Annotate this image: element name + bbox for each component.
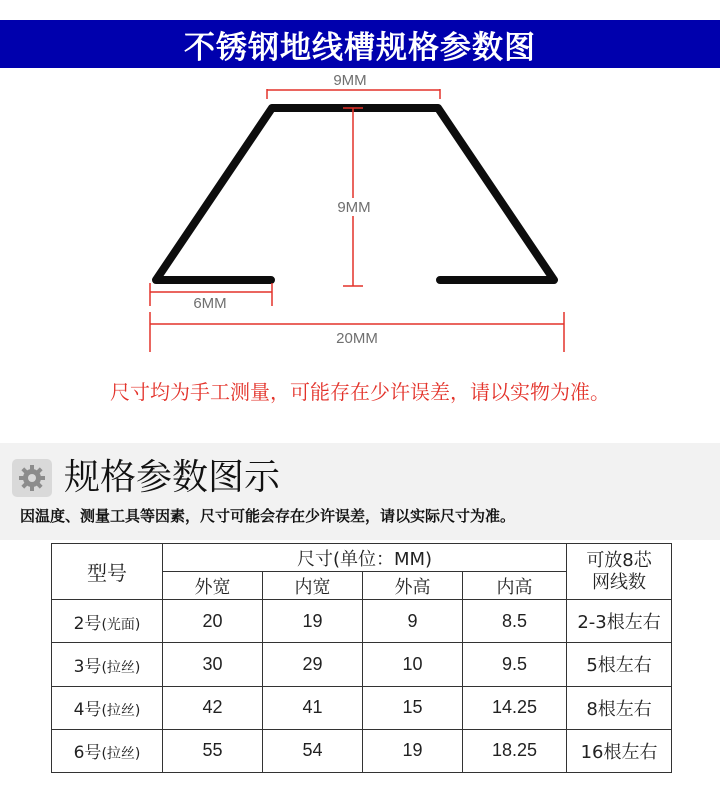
inner-width-cell: 19 [263, 600, 363, 643]
header-capacity-line1: 可放8芯 [586, 549, 652, 571]
header-inner-height: 内高 [463, 572, 567, 600]
outer-height-cell: 9 [363, 600, 463, 643]
model-finish: (光面) [101, 616, 141, 633]
outer-height-cell: 10 [363, 643, 463, 686]
header-size: 尺寸(单位：MM) [163, 544, 567, 572]
model-cell [52, 729, 163, 772]
capacity-cell: 2-3根左右 [567, 600, 672, 643]
table-row [52, 729, 672, 772]
outer-width-cell: 55 [163, 729, 263, 772]
overall-width-label: 20MM [336, 330, 378, 347]
profile-outline [156, 108, 554, 280]
capacity-cell: 16根左右 [567, 729, 672, 772]
top-width-label: 9MM [333, 72, 367, 89]
inner-width-cell: 29 [263, 643, 363, 686]
title-banner [0, 20, 720, 68]
model-cell [52, 686, 163, 729]
table-row [52, 643, 672, 686]
capacity-cell: 5根左右 [567, 643, 672, 686]
table-header-row [52, 544, 672, 572]
gear-icon [12, 459, 52, 497]
outer-width-cell: 42 [163, 686, 263, 729]
model-number: 2号 [73, 613, 102, 634]
header-model: 型号 [52, 544, 163, 600]
top-width-dimension [267, 89, 440, 99]
gear-icon-graphic [17, 463, 47, 493]
table-row [52, 600, 672, 643]
page-title: 不锈钢地线槽规格参数图 [184, 29, 536, 66]
model-number: 4号 [73, 700, 102, 721]
model-finish: (拉丝) [101, 659, 141, 676]
model-cell [52, 643, 163, 686]
model-number: 6号 [73, 743, 102, 764]
profile-diagram [0, 68, 720, 368]
header-inner-width: 内宽 [263, 572, 363, 600]
header-outer-height: 外高 [363, 572, 463, 600]
model-cell [52, 600, 163, 643]
header-outer-width: 外宽 [163, 572, 263, 600]
model-finish: (拉丝) [101, 703, 141, 720]
inner-height-cell: 14.25 [463, 686, 567, 729]
height-dimension [343, 108, 363, 286]
outer-height-cell: 15 [363, 686, 463, 729]
section-title: 规格参数图示 [64, 457, 281, 498]
model-number: 3号 [73, 656, 102, 677]
capacity-cell: 8根左右 [567, 686, 672, 729]
model-finish: (拉丝) [101, 746, 141, 763]
inner-height-cell: 18.25 [463, 729, 567, 772]
spec-table [51, 543, 672, 773]
inner-width-cell: 54 [263, 729, 363, 772]
lip-width-label: 6MM [193, 295, 227, 312]
outer-width-cell: 20 [163, 600, 263, 643]
inner-width-cell: 41 [263, 686, 363, 729]
header-capacity-line2: 网线数 [592, 571, 647, 593]
height-label: 9MM [337, 199, 371, 216]
table-row [52, 686, 672, 729]
outer-width-cell: 30 [163, 643, 263, 686]
inner-height-cell: 8.5 [463, 600, 567, 643]
outer-height-cell: 19 [363, 729, 463, 772]
section-note: 因温度、测量工具等因素，尺寸可能会存在少许误差，请以实际尺寸为准。 [20, 507, 516, 525]
inner-height-cell: 9.5 [463, 643, 567, 686]
measurement-note: 尺寸均为手工测量，可能存在少许误差，请以实物为准。 [110, 380, 610, 404]
header-capacity [567, 544, 672, 600]
